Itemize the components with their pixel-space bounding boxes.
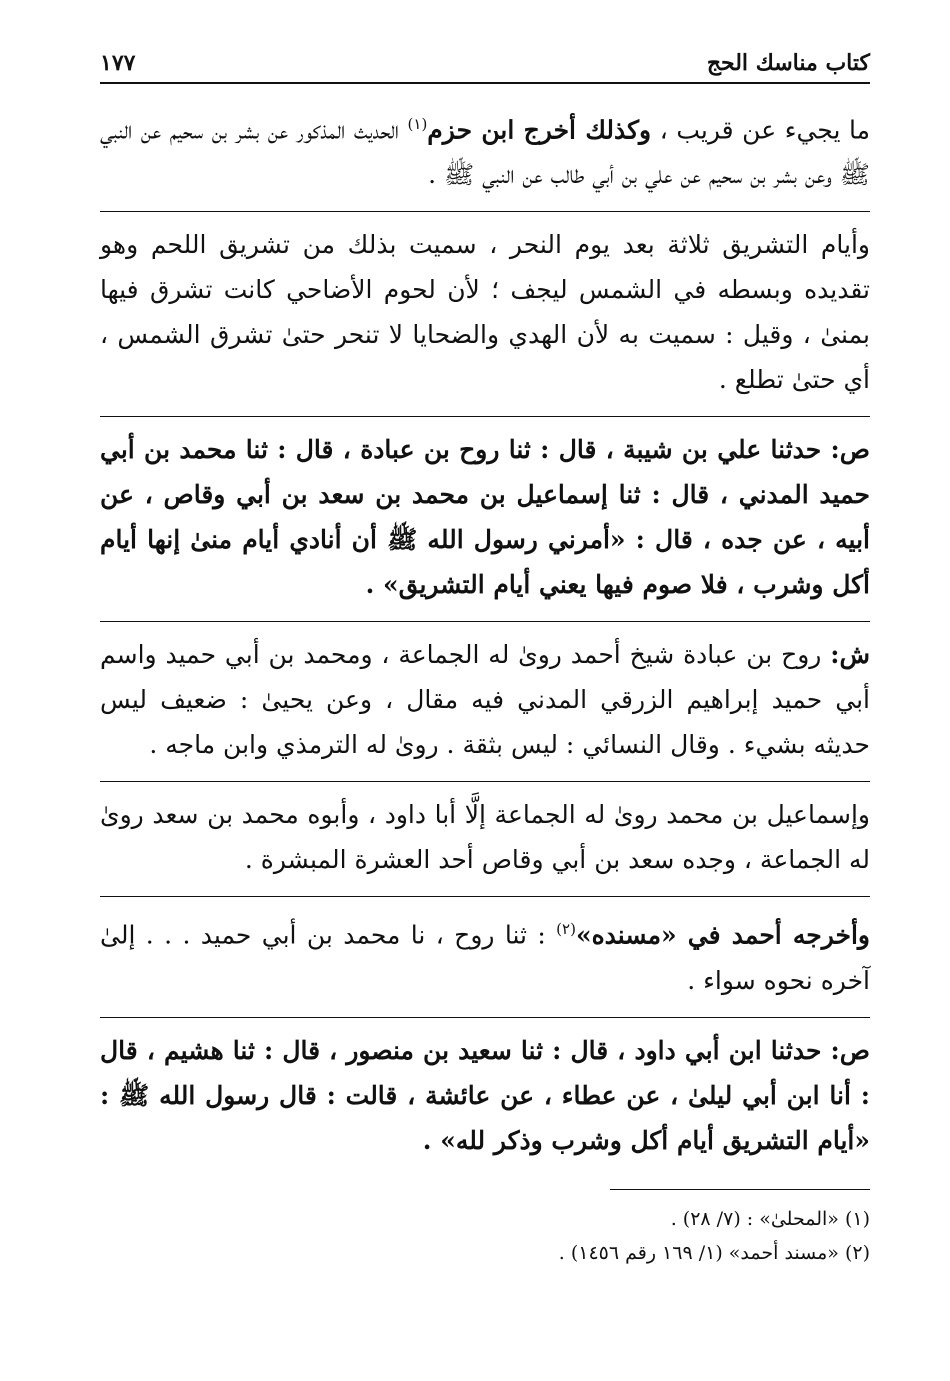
- paragraph-3: ص: حدثنا علي بن شيبة ، قال : ثنا روح بن عبادة ، قال : ثنا محمد بن أبي حميد المدني ، قال : ثنا إسماعيل بن محمد بن سعد بن أبي وقاص ، عن أبيه ، عن جده ، قال : «أمرني رسول الله ﷺ أن أنادي أيام منىٰ إنها أيام أكل وشرب ، فلا صوم فيها يعني أيام التشريق» .: [100, 435, 870, 600]
- paragraph-2: وأيام التشريق ثلاثة بعد يوم النحر ، سميت بذلك من تشريق اللحم وهو تقديده وبسطه في الشمس ليجف ؛ لأن لحوم الأضاحي كانت تشرق فيها بمنىٰ ، وقيل : سميت به لأن الهدي والضحايا لا تنحر حتىٰ تشرق الشمس ، أي حتىٰ تطلع .: [100, 230, 870, 395]
- paragraph-1: [100, 102, 870, 197]
- commentary-label: ش:: [830, 640, 870, 670]
- section-divider: [100, 621, 870, 622]
- paragraph-1-bold: وكذلك أخرج ابن حزم: [427, 115, 652, 145]
- footnote-ref-2[interactable]: (٢): [556, 920, 576, 939]
- section-divider: [100, 1017, 870, 1018]
- footnote-divider: [610, 1189, 870, 1190]
- footnote-2: (٢) «مسند أحمد» (١/ ١٦٩ رقم ١٤٥٦) .: [558, 1241, 870, 1264]
- section-divider: [100, 896, 870, 897]
- page-number: ١٧٧: [100, 50, 136, 76]
- section-divider: [100, 416, 870, 417]
- section-divider: [100, 211, 870, 212]
- header-divider: [100, 82, 870, 84]
- section-divider: [100, 781, 870, 782]
- footnote-ref-1[interactable]: (١): [407, 115, 428, 133]
- paragraph-4-text: روح بن عبادة شيخ أحمد روىٰ له الجماعة ، ومحمد بن أبي حميد واسم أبي حميد إبراهيم الزرقي المدني فيه مقال ، وعن يحيىٰ : ضعيف ليس حديثه بشيء . وقال النسائي : ليس بثقة . روىٰ له الترمذي وابن ماجه .: [100, 640, 870, 760]
- paragraph-6-bold: وأخرجه أحمد في «مسنده»: [575, 920, 870, 950]
- paragraph-6: [100, 907, 870, 1002]
- page-header: [100, 36, 870, 76]
- paragraph-1-text-b: الحديث المذكور عن بشر بن سحيم عن النبي ﷺ وعن بشر بن سحيم عن علي بن أبي طالب عن النبي ﷺ .: [100, 115, 870, 190]
- page: [100, 36, 870, 1356]
- paragraph-1-text-a: ما يجيء عن قريب ،: [651, 115, 871, 145]
- book-title: كتاب مناسك الحج: [706, 50, 870, 76]
- paragraph-7: ص: حدثنا ابن أبي داود ، قال : ثنا سعيد بن منصور ، قال : ثنا هشيم ، قال : أنا ابن أبي ليلىٰ ، عن عطاء ، عن عائشة ، قالت : قال رسول الله ﷺ : «أيام التشريق أيام أكل وشرب وذكر لله» .: [100, 1035, 870, 1155]
- paragraph-5: وإسماعيل بن محمد روىٰ له الجماعة إلَّا أبا داود ، وأبوه محمد بن سعد روىٰ له الجماعة ، وجده سعد بن أبي وقاص أحد العشرة المبشرة .: [100, 800, 870, 875]
- paragraph-4: [100, 632, 870, 767]
- paragraph-6-text: : ثنا روح ، نا محمد بن أبي حميد . . . إلىٰ آخره نحوه سواء .: [100, 920, 870, 995]
- footnote-1: (١) «المحلىٰ» : (٧/ ٢٨) .: [670, 1207, 870, 1230]
